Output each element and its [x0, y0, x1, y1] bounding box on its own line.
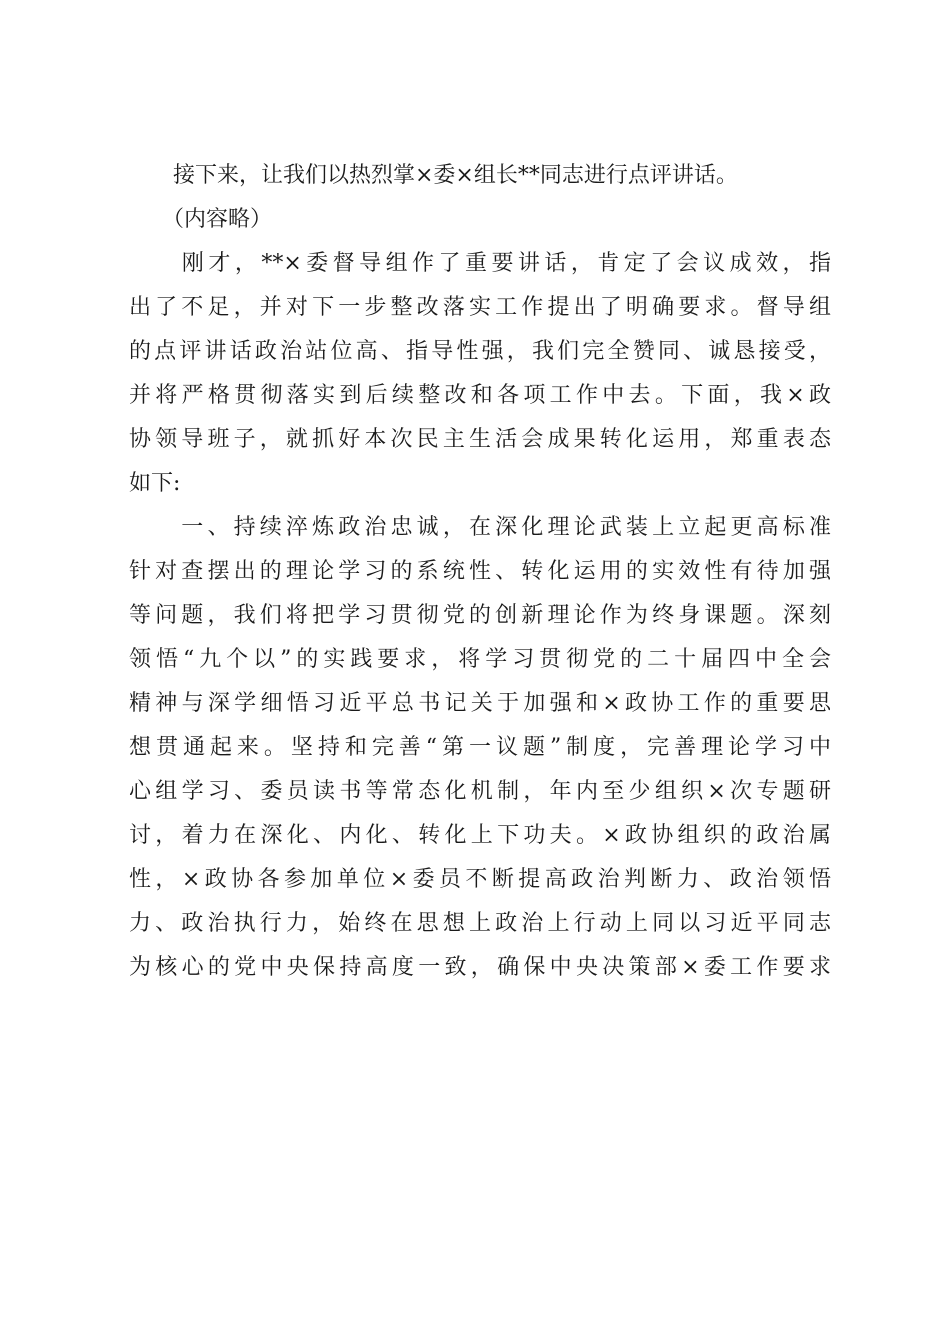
text-line: 如下: [129, 471, 181, 496]
text-line: 讨，着力在深化、内化、转化上下功夫。×政协组织的政治属 [129, 823, 831, 848]
text-line: 刚才，**×委督导组作了重要讲话，肯定了会议成效，指 [129, 251, 831, 276]
text-line: 力、政治执行力，始终在思想上政治上行动上同以习近平同志 [129, 911, 831, 936]
text-line: 协领导班子，就抓好本次民主生活会成果转化运用，郑重表态 [129, 427, 831, 452]
text-line: 出了不足，并对下一步整改落实工作提出了明确要求。督导组 [129, 295, 831, 320]
text-line: 的点评讲话政治站位高、指导性强，我们完全赞同、诚恳接受， [129, 339, 831, 364]
text-line: 接下来，让我们以热烈掌×委×组长**同志进行点评讲话。 [129, 163, 738, 188]
document-body [129, 154, 831, 990]
text-line: （内容略） [129, 207, 273, 232]
text-line: 性，×政协各参加单位×委员不断提高政治判断力、政治领悟 [129, 867, 831, 892]
text-line: 领悟“九个以”的实践要求，将学习贯彻党的二十届四中全会 [129, 647, 831, 672]
section-heading-line: 一、持续淬炼政治忠诚，在深化理论武装上立起更高标准 [129, 515, 831, 540]
text-line: 并将严格贯彻落实到后续整改和各项工作中去。下面，我×政 [129, 383, 831, 408]
text-line: 心组学习、委员读书等常态化机制，年内至少组织×次专题研 [129, 779, 831, 804]
text-line: 针对查摆出的理论学习的系统性、转化运用的实效性有待加强 [129, 559, 831, 584]
text-line: 想贯通起来。坚持和完善“第一议题”制度，完善理论学习中 [129, 735, 831, 760]
text-line: 精神与深学细悟习近平总书记关于加强和×政协工作的重要思 [129, 691, 831, 716]
text-line: 为核心的党中央保持高度一致，确保中央决策部×委工作要求 [129, 955, 831, 980]
text-line: 等问题，我们将把学习贯彻党的创新理论作为终身课题。深刻 [129, 603, 831, 628]
